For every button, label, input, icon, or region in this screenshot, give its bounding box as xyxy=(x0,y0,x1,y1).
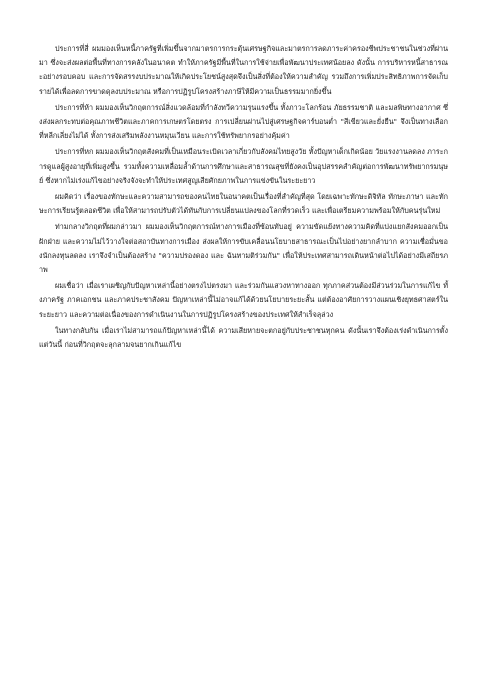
body-paragraph: ประการที่ห้า ผมมองเห็นวิกฤตการณ์สิ่งแวดล้อมที่กำลังทวีความรุนแรงขึ้น ทั้งภาวะโลกร้อน ภัยธรรมชาติ และมลพิษทางอากาศ ซึ่งส่งผลกระทบต่อคุณภาพชีวิตและภาคการเกษตรโดยตรง การเปลี่ยนผ่านไปสู่เศรษฐกิจคาร์บอนต่ำ "สีเขียวและยั่งยืน" จึงเป็นทางเลือกที่หลีกเลี่ยงไม่ได้ ทั้งการส่งเสริมพลังงานหมุนเวียน และการใช้ทรัพยากรอย่างคุ้มค่า xyxy=(39,102,448,141)
body-paragraph: ท่ามกลางวิกฤตที่ผมกล่าวมา ผมมองเห็นวิกฤตการณ์ทางการเมืองที่ซ้อนทับอยู่ ความขัดแย้งทางความคิดที่แบ่งแยกสังคมออกเป็นฝักฝ่าย และความไม่ไว้วางใจต่อสถาบันทางการเมือง ส่งผลให้การขับเคลื่อนนโยบายสาธารณะเป็นไปอย่างยากลำบาก ความเชื่อมั่นของนักลงทุนลดลง เราจึงจำเป็นต้องสร้าง "ความปรองดอง และ ฉันทามติร่วมกัน" เพื่อให้ประเทศสามารถเดินหน้าต่อไปได้อย่างมีเสถียรภาพ xyxy=(39,222,448,275)
body-paragraph: ผมคิดว่า เรื่องของทักษะและความสามารถของคนไทยในอนาคตเป็นเรื่องที่สำคัญที่สุด โดยเฉพาะทักษะดิจิทัล ทักษะภาษา และทักษะการเรียนรู้ตลอดชีวิต เพื่อให้สามารถปรับตัวได้ทันกับการเปลี่ยนแปลงของโลกที่รวดเร็ว และเพื่อเตรียมความพร้อมให้กับคนรุ่นใหม่ xyxy=(39,192,448,216)
body-paragraph: ผมเชื่อว่า เมื่อเราเผชิญกับปัญหาเหล่านี้อย่างตรงไปตรงมา และร่วมกันแสวงหาทางออก ทุกภาคส่วนต้องมีส่วนร่วมในการแก้ไข ทั้งภาครัฐ ภาคเอกชน และภาคประชาสังคม ปัญหาเหล่านี้ไม่อาจแก้ได้ด้วยนโยบายระยะสั้น แต่ต้องอาศัยการวางแผนเชิงยุทธศาสตร์ในระยะยาว และความต่อเนื่องของการดำเนินงานในการปฏิรูปโครงสร้างของประเทศให้สำเร็จลุล่วง xyxy=(39,281,448,319)
body-paragraph: ประการที่หก ผมมองเห็นวิกฤตสังคมที่เป็นเหมือนระเบิดเวลาเกี่ยวกับสังคมไทยสูงวัย ทั้งปัญหาเด็กเกิดน้อย วัยแรงงานลดลง ภาระการดูแลผู้สูงอายุที่เพิ่มสูงขึ้น รวมทั้งความเหลื่อมล้ำด้านการศึกษาและสาธารณสุขที่ยังคงเป็นอุปสรรคสำคัญต่อการพัฒนาทรัพยากรมนุษย์ ซึ่งหากไม่เร่งแก้ไขอย่างจริงจังจะทำให้ประเทศสูญเสียศักยภาพในการแข่งขันในระยะยาว xyxy=(39,147,448,185)
body-paragraph: ประการที่สี่ ผมมองเห็นหนี้ภาครัฐที่เพิ่มขึ้นจากมาตรการกระตุ้นเศรษฐกิจและมาตรการลดภาระค่าครองชีพประชาชนในช่วงที่ผ่านมา ซึ่งจะส่งผลต่อพื้นที่ทางการคลังในอนาคต ทำให้ภาครัฐมีพื้นที่ในการใช้จ่ายเพื่อพัฒนาประเทศน้อยลง ดังนั้น การบริหารหนี้สาธารณะอย่างรอบคอบ และการจัดสรรงบประมาณให้เกิดประโยชน์สูงสุดจึงเป็นสิ่งที่ต้องให้ความสำคัญ รวมถึงการเพิ่มประสิทธิภาพการจัดเก็บรายได้เพื่อลดการขาดดุลงบประมาณ หรือการปฏิรูปโครงสร้างภาษีให้มีความเป็นธรรมมากยิ่งขึ้น xyxy=(39,44,448,96)
body-paragraph: ในทางกลับกัน เมื่อเราไม่สามารถแก้ปัญหาเหล่านี้ได้ ความเสียหายจะตกอยู่กับประชาชนทุกคน ดังนั้นเราจึงต้องเร่งดำเนินการตั้งแต่วันนี้ ก่อนที่วิกฤตจะลุกลามจนยากเกินแก้ไข xyxy=(39,325,448,350)
document-page xyxy=(39,42,448,354)
